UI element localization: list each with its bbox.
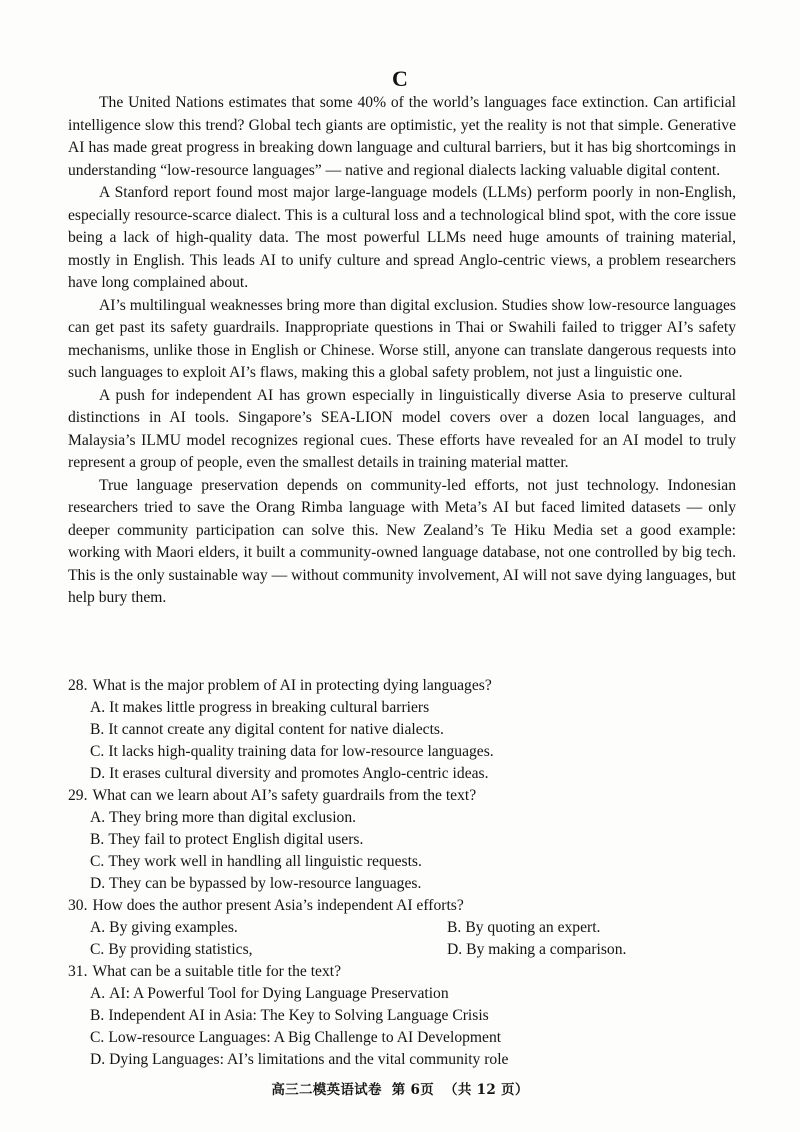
option-text: It erases cultural diversity and promotes Anglo-centric ideas.	[109, 765, 489, 782]
question-list	[68, 675, 736, 1071]
question-29	[68, 785, 736, 895]
option-text: It makes little progress in breaking cultural barriers	[109, 699, 430, 716]
reading-passage	[68, 92, 736, 610]
option-d	[68, 1049, 736, 1071]
option-b	[68, 719, 736, 741]
option-letter: A.	[90, 699, 106, 716]
option-text: By giving examples.	[109, 919, 238, 936]
option-b	[68, 829, 736, 851]
option-letter: C.	[90, 941, 105, 958]
option-letter: D.	[90, 875, 106, 892]
option-text: They can be bypassed by low-resource languages.	[109, 875, 422, 892]
option-text: By providing statistics,	[108, 941, 253, 958]
option-letter: D.	[90, 765, 106, 782]
page-number: 第 6页	[391, 1082, 435, 1098]
question-stem: What can be a suitable title for the text?	[92, 963, 342, 980]
page-footer	[0, 1080, 800, 1100]
option-d	[447, 939, 758, 961]
passage-paragraph-3: AI’s multilingual weaknesses bring more than digital exclusion. Studies show low-resource languages can get past its safety guardrails. Inappropriate questions in Thai or Swahili failed to trigger AI’s safety mechanisms, unlike those in English or Chinese. Worse still, anyone can translate dangerous requests into such languages to exploit AI’s flaws, making this a global safety problem, not just a linguistic one.	[68, 296, 736, 381]
option-d	[68, 873, 736, 895]
option-b	[447, 917, 758, 939]
question-stem: What can we learn about AI’s safety guardrails from the text?	[92, 787, 477, 804]
option-letter: C.	[90, 853, 105, 870]
option-letter: A.	[90, 985, 106, 1002]
question-stem: How does the author present Asia’s independent AI efforts?	[92, 897, 464, 914]
option-letter: B.	[90, 1007, 105, 1024]
exam-title: 高三二模英语试卷	[271, 1082, 382, 1098]
option-grid	[68, 917, 736, 961]
option-a	[68, 983, 736, 1005]
question-number: 31.	[68, 963, 88, 980]
option-text: By quoting an expert.	[465, 919, 601, 936]
option-letter: A.	[90, 919, 106, 936]
option-text: It cannot create any digital content for native dialects.	[108, 721, 444, 738]
option-c	[68, 851, 736, 873]
passage-paragraph-4: A push for independent AI has grown especially in linguistically diverse Asia to preserve cultural distinctions in AI tools. Singapore’s SEA-LION model covers over a dozen local languages, and Malaysia’s ILMU model recognizes regional cues. These efforts have revealed for an AI model to truly represent a group of people, even the smallest details in training material matter.	[68, 386, 736, 471]
option-letter: D.	[447, 941, 463, 958]
option-text: They bring more than digital exclusion.	[109, 809, 357, 826]
option-letter: B.	[90, 721, 105, 738]
question-number: 30.	[68, 897, 88, 914]
option-text: It lacks high-quality training data for low-resource languages.	[108, 743, 494, 760]
option-letter: B.	[90, 831, 105, 848]
option-text: Dying Languages: AI’s limitations and the vital community role	[109, 1051, 509, 1068]
option-letter: A.	[90, 809, 106, 826]
question-stem: What is the major problem of AI in protecting dying languages?	[92, 677, 492, 694]
option-c	[90, 939, 447, 961]
question-number: 28.	[68, 677, 88, 694]
option-a	[90, 917, 447, 939]
page-total: （共 12 页）	[444, 1082, 529, 1098]
option-letter: B.	[447, 919, 462, 936]
option-c	[68, 1027, 736, 1049]
option-text: AI: A Powerful Tool for Dying Language Preservation	[109, 985, 449, 1002]
question-30	[68, 895, 736, 961]
option-c	[68, 741, 736, 763]
section-letter: C	[392, 66, 408, 91]
option-text: They work well in handling all linguistic requests.	[108, 853, 422, 870]
question-28	[68, 675, 736, 785]
option-text: Independent AI in Asia: The Key to Solving Language Crisis	[108, 1007, 489, 1024]
option-a	[68, 697, 736, 719]
passage-paragraph-2: A Stanford report found most major large-language models (LLMs) perform poorly in non-English, especially resource-scarce dialect. This is a cultural loss and a technological blind spot, with the core issue being a lack of high-quality data. The most powerful LLMs need huge amounts of training material, mostly in English. This leads AI to unify culture and spread Anglo-centric views, a problem researchers have long complained about.	[68, 184, 736, 291]
option-text: By making a comparison.	[466, 941, 627, 958]
question-number: 29.	[68, 787, 88, 804]
passage-paragraph-5: True language preservation depends on community-led efforts, not just technology. Indonesian researchers tried to save the Orang Rimba language with Meta’s AI but faced limited datasets — only deeper community participation can solve this. New Zealand’s Te Hiku Media set a good example: working with Maori elders, it built a community-owned language database, not one controlled by big tech. This is the only sustainable way — without community involvement, AI will not save dying languages, but help bury them.	[68, 476, 736, 606]
option-letter: C.	[90, 743, 105, 760]
option-a	[68, 807, 736, 829]
question-31	[68, 961, 736, 1071]
option-text: They fail to protect English digital users.	[108, 831, 364, 848]
option-letter: C.	[90, 1029, 105, 1046]
option-d	[68, 763, 736, 785]
passage-paragraph-1: The United Nations estimates that some 40% of the world’s languages face extinction. Can artificial intelligence slow this trend? Global tech giants are optimistic, yet the reality is not that simple. Generative AI has made great progress in breaking down language and cultural barriers, but it has big shortcomings in understanding “low-resource languages” — native and regional dialects lacking valuable digital content.	[68, 94, 736, 179]
option-b	[68, 1005, 736, 1027]
option-letter: D.	[90, 1051, 106, 1068]
option-text: Low-resource Languages: A Big Challenge to AI Development	[108, 1029, 502, 1046]
